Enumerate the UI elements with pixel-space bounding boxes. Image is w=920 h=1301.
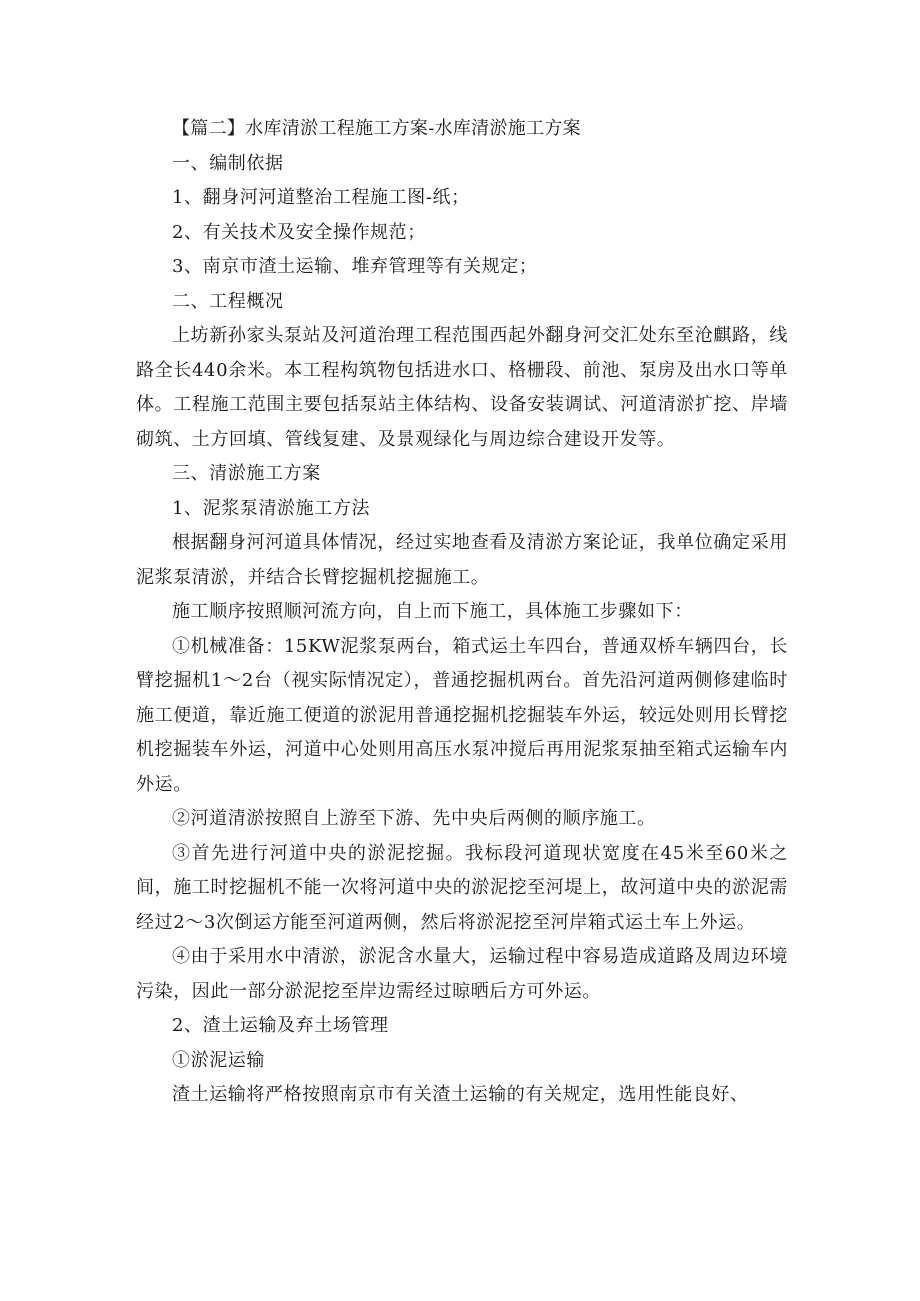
step-3-paragraph: ③首先进行河道中央的淤泥挖掘。我标段河道现状宽度在45米至60米之间，施工时挖掘机不能一次将河道中央的淤泥挖至河堤上，故河道中央的淤泥需经过2～3次倒运方能至河道两侧，然后将淤泥挖至河岸箱式运土车上外运。: [136, 842, 788, 933]
heading-basis: 一、编制依据: [172, 152, 284, 174]
overview-paragraph: 上坊新孙家头泵站及河道治理工程范围西起外翻身河交汇处东至沧麒路，线路全长440余米。本工程构筑物包括进水口、格栅段、前池、泵房及出水口等单体。工程施工范围主要包括泵站主体结构、设备安装调试、河道清淤扩挖、岸墙砌筑、土方回填、管线复建、及景观绿化与周边综合建设开发等。: [136, 325, 788, 450]
transport-paragraph: 渣土运输将严格按照南京市有关渣土运输的有关规定，选用性能良好、: [172, 1084, 749, 1105]
basis-item-2: 2、有关技术及安全操作规范；: [172, 221, 426, 243]
step-4-paragraph: ④由于采用水中清淤，淤泥含水量大，运输过程中容易造成道路及周边环境污染，因此一部分淤泥挖至岸边需经过晾晒后方可外运。: [136, 946, 788, 1002]
document-page: [136, 112, 788, 1113]
method-paragraph: 根据翻身河河道具体情况，经过实地查看及清淤方案论证，我单位确定采用泥浆泵清淤，并结合长臂挖掘机挖掘施工。: [136, 532, 788, 588]
basis-item-1: 1、翻身河河道整治工程施工图-纸；: [172, 187, 470, 208]
subheading-sludge-transport: ①淤泥运输: [172, 1049, 265, 1071]
sequence-paragraph: 施工顺序按照顺河流方向，自上而下施工，具体施工步骤如下：: [172, 601, 693, 622]
heading-overview: 二、工程概况: [172, 290, 284, 312]
step-2-paragraph: ②河道清淤按照自上游至下游、先中央后两侧的顺序施工。: [172, 808, 656, 829]
subheading-transport: 2、渣土运输及弃土场管理: [172, 1015, 389, 1036]
document-title: 【篇二】水库清淤工程施工方案-水库清淤施工方案: [172, 118, 581, 139]
heading-dredging-plan: 三、清淤施工方案: [172, 463, 321, 484]
step-1-paragraph: ①机械准备：15KW泥浆泵两台，箱式运土车四台，普通双桥车辆四台，长臂挖掘机1～2台（视实际情况定），普通挖掘机两台。首先沿河道两侧修建临时施工便道，靠近施工便道的淤泥用普通挖掘机挖掘装车外运，较远处则用长臂挖机挖掘装车外运，河道中心处则用高压水泵冲搅后再用泥浆泵抽至箱式运输车内外运。: [136, 635, 788, 795]
basis-item-3: 3、南京市渣土运输、堆弃管理等有关规定；: [172, 256, 538, 277]
subheading-mud-pump-method: 1、泥浆泵清淤施工方法: [172, 497, 371, 519]
